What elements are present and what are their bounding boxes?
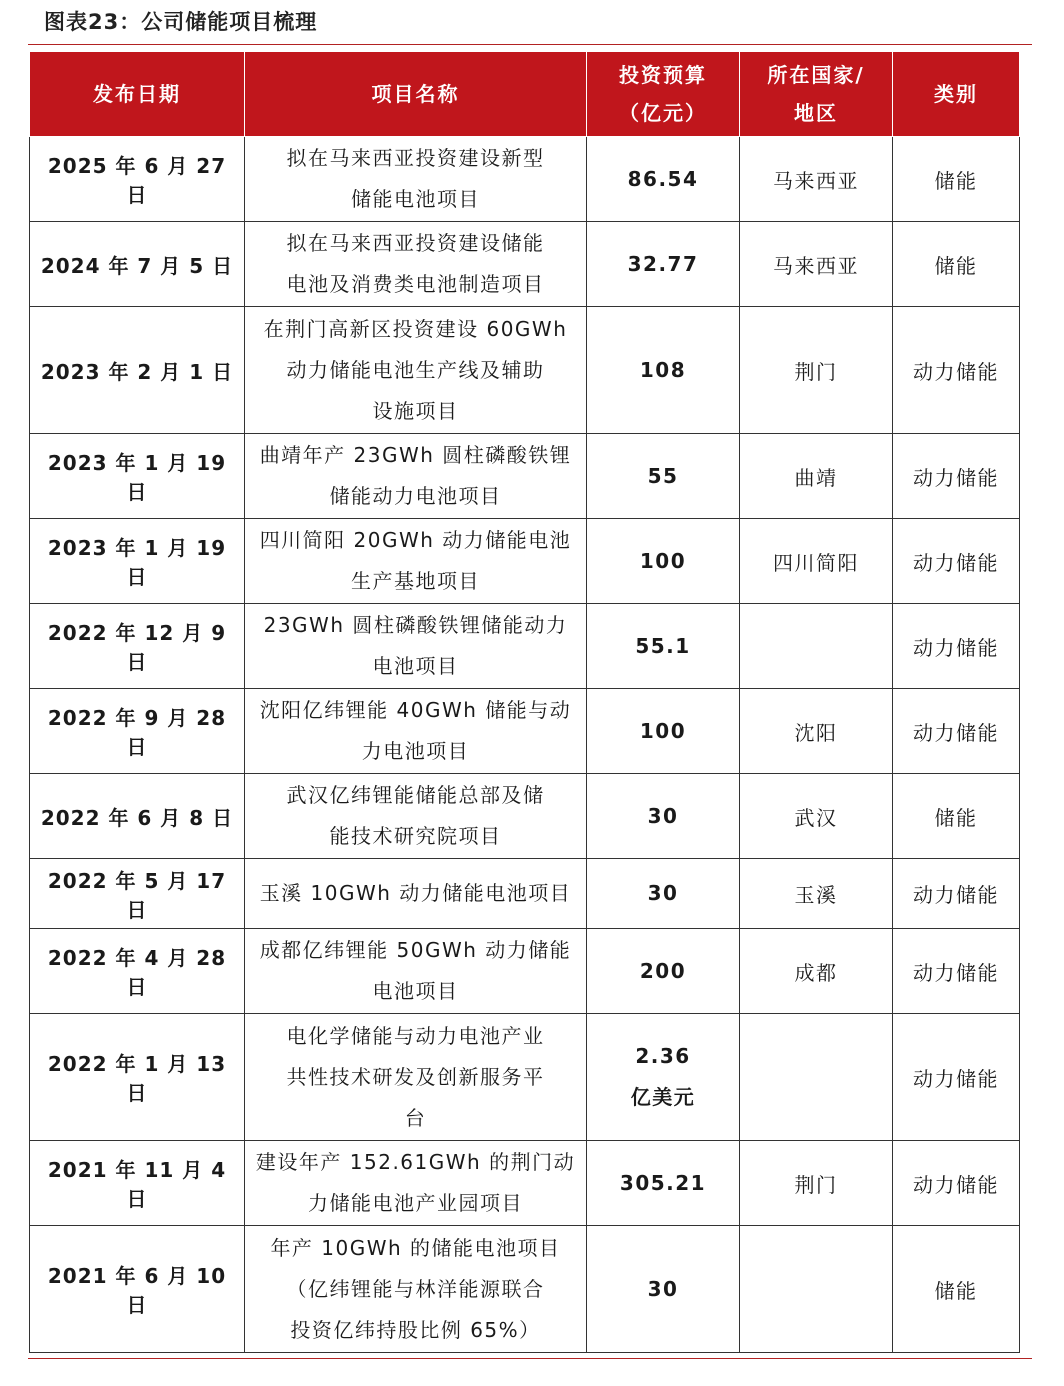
header-region-line2: 地区	[794, 101, 838, 125]
name-line: 能技术研究院项目	[329, 824, 502, 848]
cell-region	[740, 1014, 893, 1141]
table-row	[30, 604, 1020, 689]
name-line: 武汉亿纬锂能储能总部及储	[286, 783, 545, 807]
name-line: 电池及消费类电池制造项目	[286, 272, 545, 296]
cell-category: 动力储能	[893, 929, 1020, 1014]
name-line: 拟在马来西亚投资建设储能	[286, 231, 545, 255]
table-row	[30, 1141, 1020, 1226]
cell-name	[245, 929, 587, 1014]
cell-name	[245, 1014, 587, 1141]
cell-region: 荆门	[740, 307, 893, 434]
cell-budget: 100	[587, 519, 740, 604]
name-line: 台	[404, 1105, 427, 1130]
cell-budget: 55	[587, 434, 740, 519]
header-category: 类别	[893, 52, 1020, 137]
cell-budget	[587, 1014, 740, 1141]
cell-budget: 86.54	[587, 137, 740, 222]
header-region	[740, 52, 893, 137]
table-row	[30, 137, 1020, 222]
cell-date: 2022 年 12 月 9 日	[30, 604, 245, 689]
table-row	[30, 1226, 1020, 1353]
name-line: 电池项目	[372, 654, 459, 678]
name-line: 在荆门高新区投资建设 60GWh	[263, 316, 568, 341]
cell-region: 成都	[740, 929, 893, 1014]
figure-caption: 图表23：公司储能项目梳理	[44, 10, 318, 34]
cell-category: 储能	[893, 137, 1020, 222]
table-row	[30, 434, 1020, 519]
cell-region: 沈阳	[740, 689, 893, 774]
name-line: 曲靖年产 23GWh 圆柱磷酸铁锂	[259, 443, 572, 467]
table-row	[30, 859, 1020, 929]
cell-date: 2025 年 6 月 27 日	[30, 137, 245, 222]
cell-date: 2023 年 1 月 19 日	[30, 434, 245, 519]
name-line: 投资亿纬持股比例 65%）	[290, 1317, 541, 1342]
name-line: 力储能电池产业园项目	[308, 1191, 523, 1215]
cell-region: 武汉	[740, 774, 893, 859]
projects-table	[29, 51, 1020, 1353]
table-row	[30, 222, 1020, 307]
cell-budget: 30	[587, 859, 740, 929]
header-date: 发布日期	[30, 52, 245, 137]
name-line: （亿纬锂能与林洋能源联合	[286, 1276, 545, 1301]
cell-category: 动力储能	[893, 604, 1020, 689]
name-line: 设施项目	[372, 398, 459, 423]
name-line: 沈阳亿纬锂能 40GWh 储能与动	[259, 698, 572, 722]
cell-category: 储能	[893, 774, 1020, 859]
cell-budget: 108	[587, 307, 740, 434]
cell-name	[245, 689, 587, 774]
name-line: 23GWh 圆柱磷酸铁锂储能动力	[263, 613, 568, 637]
name-line: 共性技术研发及创新服务平	[286, 1064, 545, 1089]
budget-line: 2.36	[635, 1044, 691, 1068]
name-line: 玉溪 10GWh 动力储能电池项目	[259, 881, 572, 905]
cell-category: 动力储能	[893, 859, 1020, 929]
cell-category: 储能	[893, 1226, 1020, 1353]
cell-region	[740, 604, 893, 689]
cell-region: 玉溪	[740, 859, 893, 929]
cell-name	[245, 137, 587, 222]
cell-budget: 305.21	[587, 1141, 740, 1226]
cell-budget: 32.77	[587, 222, 740, 307]
cell-date: 2024 年 7 月 5 日	[30, 222, 245, 307]
cell-category: 动力储能	[893, 1014, 1020, 1141]
cell-name	[245, 1226, 587, 1353]
top-rule	[28, 44, 1032, 45]
cell-name	[245, 859, 587, 929]
cell-date: 2021 年 6 月 10 日	[30, 1226, 245, 1353]
name-line: 动力储能电池生产线及辅助	[286, 357, 545, 382]
cell-region: 荆门	[740, 1141, 893, 1226]
name-line: 年产 10GWh 的储能电池项目	[270, 1235, 561, 1260]
cell-region: 曲靖	[740, 434, 893, 519]
name-line: 电化学储能与动力电池产业	[286, 1023, 545, 1048]
name-line: 储能动力电池项目	[329, 484, 502, 508]
header-row	[30, 52, 1020, 137]
name-line: 生产基地项目	[351, 569, 480, 593]
cell-category: 动力储能	[893, 689, 1020, 774]
cell-budget: 30	[587, 774, 740, 859]
cell-category: 动力储能	[893, 1141, 1020, 1226]
bottom-rule	[28, 1358, 1032, 1359]
cell-budget: 30	[587, 1226, 740, 1353]
cell-name	[245, 307, 587, 434]
cell-category: 动力储能	[893, 434, 1020, 519]
header-budget-line1: 投资预算	[619, 63, 707, 87]
header-name: 项目名称	[245, 52, 587, 137]
cell-region: 马来西亚	[740, 137, 893, 222]
table-row	[30, 1014, 1020, 1141]
cell-name	[245, 222, 587, 307]
budget-line: 亿美元	[630, 1085, 696, 1109]
cell-budget: 100	[587, 689, 740, 774]
table-row	[30, 774, 1020, 859]
cell-date: 2021 年 11 月 4 日	[30, 1141, 245, 1226]
name-line: 储能电池项目	[351, 187, 480, 211]
cell-budget: 55.1	[587, 604, 740, 689]
cell-date: 2022 年 1 月 13 日	[30, 1014, 245, 1141]
header-budget	[587, 52, 740, 137]
cell-category: 动力储能	[893, 307, 1020, 434]
cell-region: 马来西亚	[740, 222, 893, 307]
table-row	[30, 307, 1020, 434]
cell-name	[245, 434, 587, 519]
header-region-line1: 所在国家/	[767, 63, 865, 87]
cell-date: 2023 年 2 月 1 日	[30, 307, 245, 434]
name-line: 拟在马来西亚投资建设新型	[286, 146, 545, 170]
cell-date: 2022 年 6 月 8 日	[30, 774, 245, 859]
name-line: 建设年产 152.61GWh 的荆门动	[255, 1150, 576, 1174]
name-line: 力电池项目	[361, 739, 470, 763]
cell-date: 2022 年 9 月 28 日	[30, 689, 245, 774]
cell-date: 2022 年 5 月 17 日	[30, 859, 245, 929]
cell-category: 动力储能	[893, 519, 1020, 604]
table-row	[30, 689, 1020, 774]
cell-date: 2022 年 4 月 28 日	[30, 929, 245, 1014]
cell-category: 储能	[893, 222, 1020, 307]
cell-region: 四川简阳	[740, 519, 893, 604]
cell-region	[740, 1226, 893, 1353]
cell-name	[245, 604, 587, 689]
table-row	[30, 929, 1020, 1014]
cell-budget: 200	[587, 929, 740, 1014]
cell-name	[245, 1141, 587, 1226]
table-row	[30, 519, 1020, 604]
name-line: 电池项目	[372, 979, 459, 1003]
header-budget-line2: （亿元）	[619, 101, 707, 125]
name-line: 成都亿纬锂能 50GWh 动力储能	[259, 938, 572, 962]
cell-name	[245, 519, 587, 604]
cell-date: 2023 年 1 月 19 日	[30, 519, 245, 604]
cell-name	[245, 774, 587, 859]
name-line: 四川简阳 20GWh 动力储能电池	[259, 528, 572, 552]
